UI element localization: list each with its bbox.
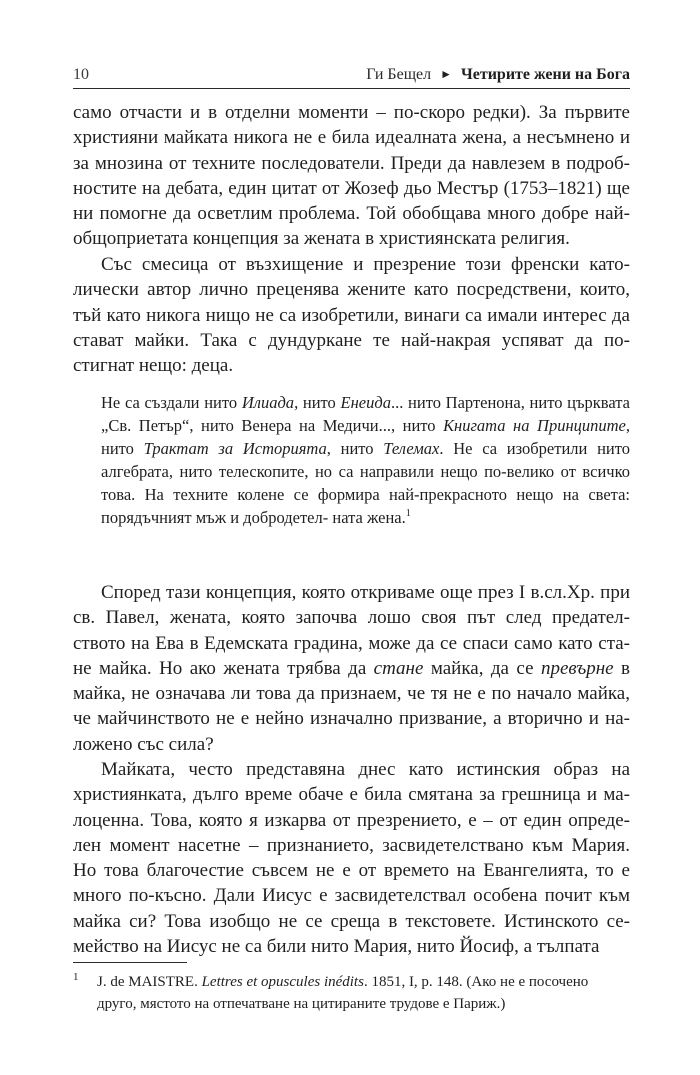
text-line: християнката, дълго време обаче е била смятана за грешница и ма- xyxy=(73,784,630,806)
quote-text: . Не са изобретили нито алгебрата, нито телескопите, но са направили нещо по-велико от всичко това. На техните колене се формира най-прекрасното нещо на света: порядъчният мъж и добродетел- xyxy=(101,439,630,527)
block-quote xyxy=(101,391,630,529)
quote-text: Не са създали нито xyxy=(101,393,242,412)
text-line: ството на Ева в Едемската градина, може да се спаси само като ста- xyxy=(73,632,630,654)
text-line: при св. Павел, жената, която започва лошо своя път след предател- xyxy=(73,582,630,629)
text-line: най-общоприетата концепция за жената в християнската религия. xyxy=(73,203,631,250)
text-line: в xyxy=(613,657,630,679)
quote-italic: Трактат за Историята xyxy=(143,439,327,458)
footnote-text: J. de MAISTRE. xyxy=(97,974,202,990)
text-line: много по-късно. Дали Иисус е засвидетелствал особена почит към xyxy=(73,885,630,907)
footnote-text: друго, мястото на отпечатване на цитираните трудове е Париж.) xyxy=(97,996,506,1012)
paragraph-4 xyxy=(73,757,630,959)
text-line: християни майката никога не е била идеалната жена, а несъмнено и xyxy=(73,127,630,149)
text-line: майка, не означава ли това да признаем, че тя не е по начало майка, xyxy=(73,683,630,705)
text-line: стигнат нещо: деца. xyxy=(73,355,234,377)
italic-word: стане xyxy=(373,657,424,679)
text-line: не майка. Но ако жената трябва да xyxy=(73,657,374,679)
paragraph-3 xyxy=(73,580,630,757)
text-line: за мнозина от техните последователи. Преди да навлезем в подроб- xyxy=(73,152,630,174)
quote-text: , нито xyxy=(294,393,341,412)
footnote: 1 J. de MAISTRE. Lettres et opuscules inédits. 1851, I, p. 148. (Ако не е посочено друго, мястото на отпечатване на цитираните трудове е Париж.) xyxy=(73,971,630,1015)
paragraph-2 xyxy=(73,252,630,378)
text-line: ложено със сила? xyxy=(73,733,214,755)
quote-italic: Енеида xyxy=(340,393,391,412)
text-line: Но това благочестие съвсем не е от времето на Евангелията, то е xyxy=(73,860,630,882)
text-line: лически автор лично преценява жените като посредствени, които, xyxy=(73,279,630,301)
italic-word: превърне xyxy=(540,657,614,679)
text-line: Според тази концепция, която откриваме още през I в.сл.Хр. xyxy=(101,582,595,603)
text-line: мейство на Иисус не са били нито Мария, нито Йосиф, а тълпата xyxy=(73,936,600,958)
text-line: лоценна. Това, която я изкарва от презрението, е – от един опреде- xyxy=(73,809,630,831)
paragraph-1 xyxy=(73,100,630,252)
quote-text: , нито xyxy=(326,439,384,458)
text-line: майка си? Това изобщо не се среща в текстовете. Истинското се- xyxy=(73,910,630,932)
text-line: само отчасти и в отделни моменти – по-скоро редки). За първите xyxy=(73,102,630,123)
page-number: 10 xyxy=(73,66,89,83)
quote-text: ... нито Партенона, нито църквата „Св. Петър“, нито Венера на Медичи..., нито xyxy=(101,393,630,435)
text-line: ще ни помогне да осветлим проблема. Той обобщава много добре xyxy=(73,177,630,225)
text-line: лен момент насетне – признанието, засвидетелствано към Мария. xyxy=(73,834,630,856)
text-line: Майката, често представяна днес като истинския образ на xyxy=(101,759,630,780)
quote-text: , нито xyxy=(101,416,630,458)
quote-italic: Книгата на Принципите xyxy=(443,416,626,435)
quote-text: ната жена. xyxy=(332,508,406,527)
running-header xyxy=(73,60,630,89)
quote-italic: Телемах xyxy=(383,439,440,458)
book-title: Четирите жени на Бога xyxy=(461,66,630,83)
text-line: че майчинството не е нейно изначално призвание, а вторично и на- xyxy=(73,708,630,730)
footnote-title: Lettres et opuscules inédits xyxy=(201,974,364,990)
footnote-divider xyxy=(73,962,187,963)
running-head xyxy=(366,66,630,84)
footnote-reference: 1 xyxy=(405,507,411,519)
text-line: ностите на дебата, един цитат от Жозеф дьо Местър (1753–1821) xyxy=(73,177,602,199)
text-line: тъй като никога нищо не са изобретили, винаги са имали интерес xyxy=(73,304,607,326)
triangle-arrow-icon: ► xyxy=(440,67,452,81)
text-line: майка, да се xyxy=(423,657,541,679)
author-name: Ги Бещел xyxy=(366,66,432,83)
footnote-text: . 1851, I, p. 148. (Ако не е посочено xyxy=(363,974,589,990)
text-line: Със смесица от възхищение и презрение този френски като- xyxy=(101,254,630,275)
text-line: да стават майки. Така с дундуркане те най-накрая успяват да по- xyxy=(73,304,630,351)
quote-italic: Илиада xyxy=(241,393,295,412)
